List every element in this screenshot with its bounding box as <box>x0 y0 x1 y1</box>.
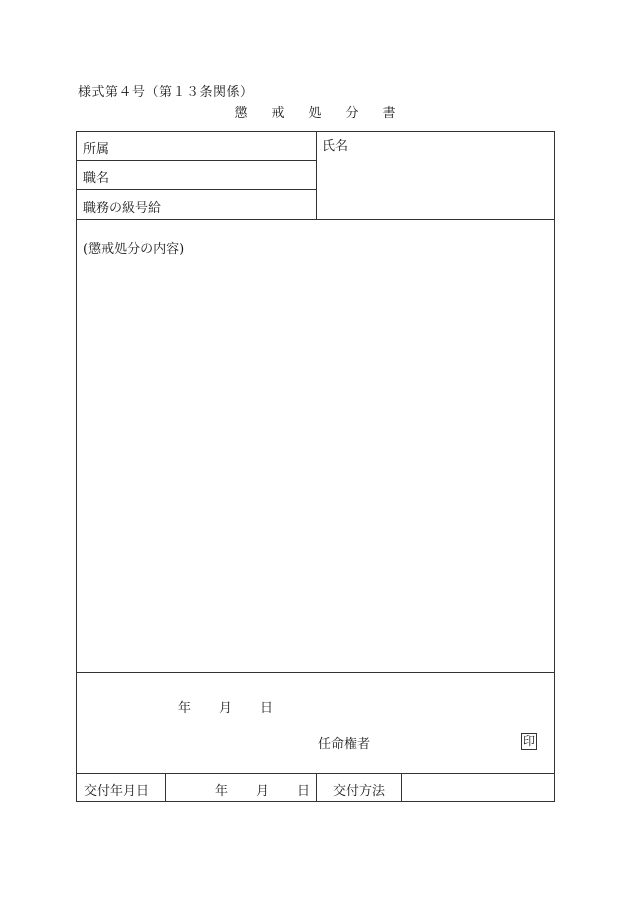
delivery-method-label: 交付方法 <box>333 784 386 799</box>
row-divider <box>77 189 316 190</box>
column-divider <box>316 773 317 802</box>
delivery-year: 年 <box>215 784 229 799</box>
name-label: 氏名 <box>322 139 349 154</box>
grade-label: 職務の級号給 <box>83 201 162 216</box>
date-day: 日 <box>260 701 274 716</box>
title-char: 懲 <box>234 106 248 121</box>
delivery-month: 月 <box>256 784 270 799</box>
column-divider <box>165 773 166 802</box>
date-month: 月 <box>219 701 233 716</box>
row-divider <box>77 160 316 161</box>
form-table <box>76 131 555 802</box>
seal-mark: 印 <box>523 734 536 748</box>
title-char: 戒 <box>271 106 285 121</box>
section-divider <box>77 219 554 220</box>
column-divider <box>316 132 317 220</box>
title-char: 書 <box>382 106 396 121</box>
section-divider <box>77 672 554 673</box>
disciplinary-content-label: (懲戒処分の内容) <box>83 242 185 257</box>
appointer-label: 任命権者 <box>318 737 371 752</box>
title-char: 処 <box>308 106 322 121</box>
document-title <box>0 102 630 121</box>
delivery-date-label: 交付年月日 <box>84 784 150 799</box>
job-title-label: 職名 <box>83 171 110 186</box>
delivery-day: 日 <box>297 784 311 799</box>
form-number: 様式第４号（第１３条関係） <box>78 85 254 100</box>
affiliation-label: 所属 <box>83 142 110 157</box>
title-char: 分 <box>345 106 359 121</box>
date-year: 年 <box>178 701 192 716</box>
column-divider <box>401 773 402 802</box>
